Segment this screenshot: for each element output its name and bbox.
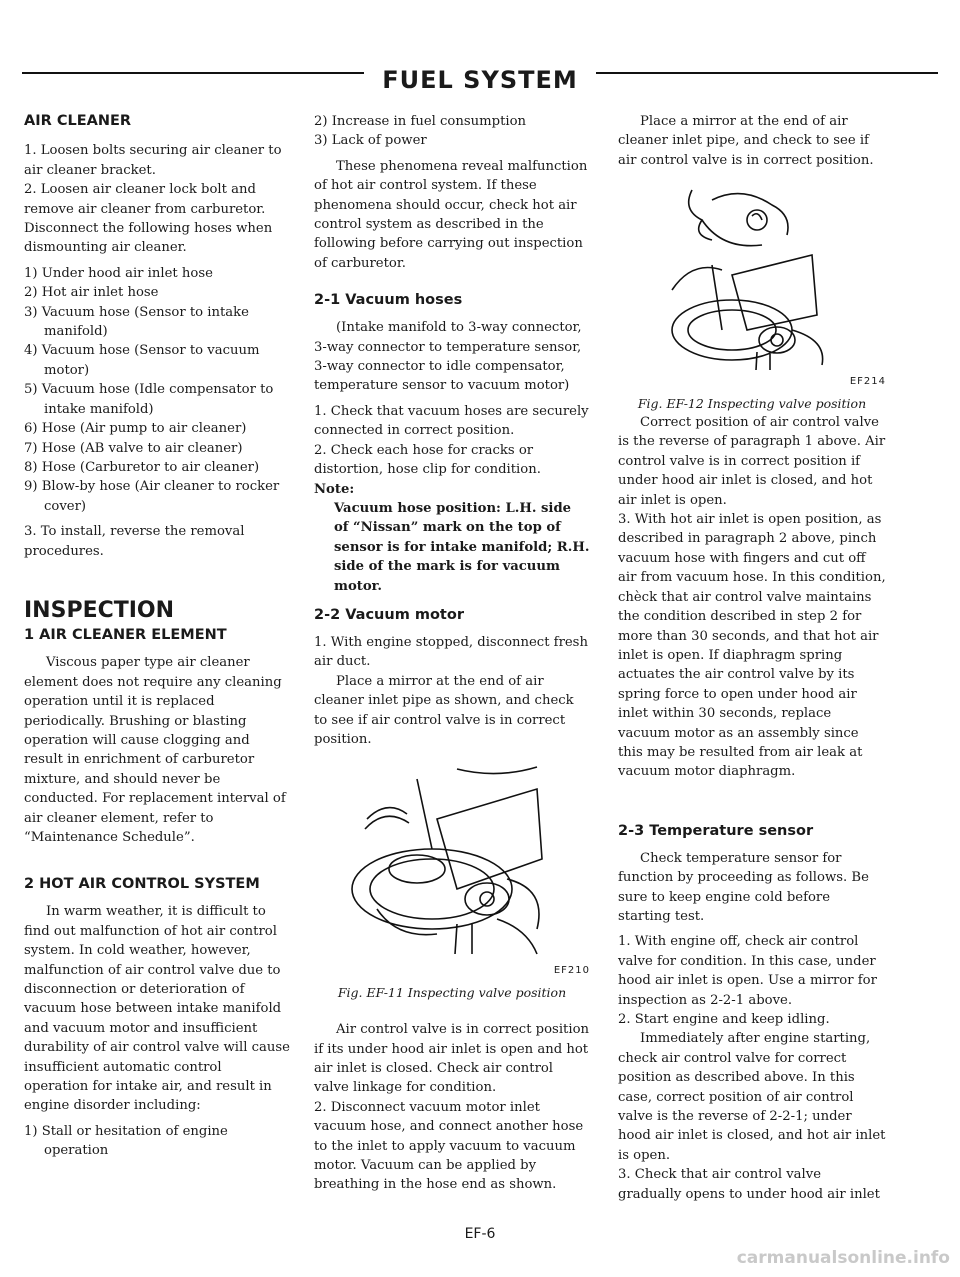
- figure-ef-12-code: EF214: [849, 376, 886, 388]
- section-2-heading: 2 HOT AIR CONTROL SYSTEM: [24, 876, 260, 893]
- hose-item: 8) Hose (Carburetor to air cleaner): [24, 459, 260, 475]
- inspection-heading: INSPECTION: [24, 597, 175, 623]
- figure-ef-11-caption: Fig. EF-11 Inspecting valve position: [337, 984, 567, 1000]
- step-2: 2. Loosen air cleaner lock bolt and remove air cleaner from carburetor. Disconnect the following hoses when dismounting air cleaner.: [24, 182, 273, 256]
- mirror-text: Place a mirror at the end of air cleaner inlet pipe, and check to see if air control valve is in correct position.: [618, 114, 874, 168]
- hose-item: 3) Vacuum hose (Sensor to intake manifold): [24, 304, 249, 340]
- figure-ef-12-illustration: [652, 180, 852, 370]
- air-cleaner-heading: AIR CLEANER: [24, 113, 132, 129]
- hose-item: 9) Blow-by hose (Air cleaner to rocker cover): [24, 479, 280, 514]
- hose-item: 2) Hot air inlet hose: [24, 285, 159, 301]
- step-3-right: 3. With hot air inlet is open position, as described in paragraph 2 above, pinch vacuum hose with fingers and cut off air from vacuum hose. In this condition, chèck that air control valve maintains the condition described in step 2 for more than 30 seconds, and that hot air inlet is open. If diaphragm spring actuates the air control valve by its spring force to open under hood air inlet within 30 seconds, replace vacuum motor as an assembly since this may be resulted from air leak at vacuum motor diaphragm.: [618, 512, 886, 780]
- subsection-2-3-step-2: 2. Start engine and keep idling.: [618, 1012, 830, 1027]
- subsection-2-1-step-1: 1. Check that vacuum hoses are securely connected in correct position.: [314, 403, 589, 439]
- subsection-2-2-step-2: 2. Disconnect vacuum motor inlet vacuum hose, and connect another hose to the inlet to apply vacuum to vacuum motor. Vacuum can be applied by breathing in the hose end as shown.: [314, 1099, 584, 1193]
- section-1-text: Viscous paper type air cleaner element does not require any cleaning operation until it is replaced periodically. Brushing or blasting operation will cause clogging and result in enrichment of carburetor mixture, and should never be conducted. For replacement interval of air cleaner element, refer to “Maintenance Schedule”.: [24, 655, 286, 845]
- section-2-text: In warm weather, it is difficult to find out malfunction of hot air control system. In cold weather, however, malfunction of air control valve due to disconnection or deterioration of vacuum hose between intake manifold and vacuum motor and insufficient durability of air control valve will cause insufficient automatic control operation for intake air, and result in engine disorder including:: [24, 904, 290, 1114]
- hose-item: 7) Hose (AB valve to air cleaner): [24, 440, 243, 456]
- figure-ef-11-code: EF210: [553, 965, 590, 977]
- subsection-2-3-heading: 2-3 Temperature sensor: [618, 822, 814, 839]
- subsection-2-1-heading: 2-1 Vacuum hoses: [314, 292, 463, 309]
- page-title: FUEL SYSTEM: [0, 66, 960, 94]
- subsection-2-2-step-1: 1. With engine stopped, disconnect fresh air duct.: [314, 634, 588, 670]
- subsection-2-3-intro: Check temperature sensor for function by proceeding as follows. Be sure to keep engine cold before starting test.: [618, 850, 869, 924]
- note-text: Vacuum hose position: L.H. side of “Nissan” mark on the top of sensor is for intake manifold; R.H. side of the mark is for vacuum motor.: [334, 500, 590, 594]
- subsection-2-2-mirror: Place a mirror at the end of air cleaner inlet pipe as shown, and check to see if air control valve is in correct position.: [314, 673, 574, 747]
- hose-item: 6) Hose (Air pump to air cleaner): [24, 421, 247, 437]
- symptom-item: 2) Increase in fuel consumption: [314, 114, 527, 129]
- symptom-item: 1) Stall or hesitation of engine operation: [24, 1123, 228, 1159]
- step-3: 3. To install, reverse the removal procedures.: [24, 524, 245, 559]
- column-middle: [314, 112, 590, 1195]
- note-label: Note:: [314, 481, 355, 497]
- symptom-item: 3) Lack of power: [314, 133, 427, 149]
- page-number: EF-6: [464, 1226, 496, 1242]
- step-1: 1. Loosen bolts securing air cleaner to air cleaner bracket.: [24, 143, 282, 178]
- hose-item: 1) Under hood air inlet hose: [24, 265, 213, 281]
- section-1-heading: 1 AIR CLEANER ELEMENT: [24, 627, 227, 644]
- column-left: [24, 112, 290, 1161]
- column-right: [618, 112, 886, 1204]
- hose-item: 4) Vacuum hose (Sensor to vacuum motor): [24, 343, 260, 378]
- figure-ef-11-illustration: [337, 759, 567, 959]
- subsection-2-1-intro: (Intake manifold to 3-way connector, 3-way connector to temperature sensor, 3-way connector to idle compensator, temperature sensor to vacuum motor): [314, 320, 582, 394]
- subsection-2-1-step-2: 2. Check each hose for cracks or distortion, hose clip for condition.: [314, 442, 541, 478]
- figure-ef-12-caption: Fig. EF-12 Inspecting valve position: [637, 395, 867, 411]
- subsection-2-3-step-3: 3. Check that air control valve gradually opens to under hood air inlet: [618, 1167, 880, 1202]
- subsection-2-2-heading: 2-2 Vacuum motor: [314, 606, 464, 623]
- correct-position-text: Air control valve is in correct position if its under hood air inlet is open and hot air inlet is closed. Check air control valve linkage for condition.: [314, 1022, 589, 1096]
- subsection-2-3-step-2-detail: Immediately after engine starting, check air control valve for correct position as described above. In this case, correct position of air control valve is the reverse of 2-2-1; under hood air inlet is closed, and hot air inlet is open.: [618, 1031, 886, 1163]
- watermark: carmanualsonline.info: [736, 1248, 950, 1268]
- subsection-2-3-step-1: 1. With engine off, check air control valve for condition. In this case, under hood air inlet is open. Use a mirror for inspection as 2-2-1 above.: [618, 934, 877, 1008]
- phenomena-text: These phenomena reveal malfunction of hot air control system. If these phenomena should occur, check hot air control system as described in the following before carrying out inspection of carburetor.: [314, 158, 588, 271]
- hose-item: 5) Vacuum hose (Idle compensator to intake manifold): [24, 382, 274, 417]
- correct-reverse-text: Correct position of air control valve is the reverse of paragraph 1 above. Air control valve is in correct position if under hood air inlet is closed, and hot air inlet is open.: [618, 415, 886, 508]
